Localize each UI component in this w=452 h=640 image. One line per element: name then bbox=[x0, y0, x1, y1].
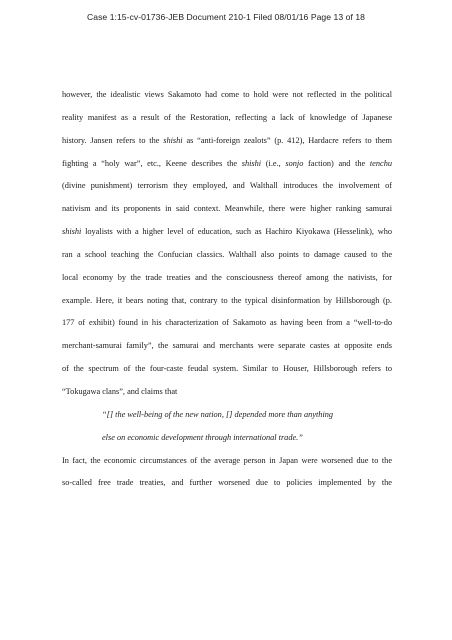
text-run: of the spectrum of the four-caste feudal system. Similar to Houser, Hillsborough refers to bbox=[62, 364, 392, 374]
body-line bbox=[62, 312, 392, 335]
body-line bbox=[62, 450, 392, 473]
text-run: history. Jansen refers to the bbox=[62, 135, 164, 145]
italic-term: tenchu bbox=[369, 158, 392, 168]
text-run: ” bbox=[298, 432, 303, 442]
block-quote-line bbox=[62, 404, 392, 427]
italic-term: sonjo bbox=[285, 158, 304, 168]
body-line bbox=[62, 381, 392, 404]
text-run: loyalists with a higher level of education, such as Hachiro Kiyokawa (Hesselink), who bbox=[81, 227, 392, 237]
text-run: local economy by the trade treaties and the consciousness thereof among the nativists, for bbox=[62, 272, 392, 282]
text-run: however, the idealistic views Sakamoto had come to hold were not reflected in the political bbox=[62, 90, 392, 99]
body-line bbox=[62, 198, 392, 221]
body-line bbox=[62, 221, 392, 244]
body-line bbox=[62, 335, 392, 358]
body-line bbox=[62, 358, 392, 381]
block-quote-line bbox=[62, 427, 392, 450]
body-line bbox=[62, 107, 392, 130]
body-line bbox=[62, 175, 392, 198]
text-run: (divine punishment) terrorism they employed, and Walthall introduces the involvement of bbox=[62, 181, 392, 191]
italic-term: “[] the well-being of the new nation, [] depended more than anything bbox=[102, 409, 334, 419]
text-run: “Tokugawa clans”, and claims that bbox=[62, 386, 178, 396]
body-line bbox=[62, 153, 392, 176]
body-line bbox=[62, 244, 392, 267]
body-line bbox=[62, 267, 392, 290]
body-line bbox=[62, 130, 392, 153]
italic-term: shishi bbox=[163, 135, 183, 145]
body-text bbox=[62, 84, 392, 495]
text-run: nativism and its proponents in said context. Meanwhile, there were higher ranking samurai bbox=[62, 204, 392, 214]
text-run: 177 of exhibit) found in his characterization of Sakamoto as having been from a “well-to-do bbox=[62, 318, 392, 328]
text-run: merchant-samurai family”, the samurai and merchants were separate castes at opposite ends bbox=[62, 341, 392, 351]
case-header bbox=[0, 12, 452, 22]
text-run: as “anti-foreign zealots” (p. 412), Hardacre refers to them bbox=[182, 135, 393, 145]
italic-term: shishi bbox=[241, 158, 262, 168]
text-run: so-called free trade treaties, and further worsened due to policies implemented by the bbox=[62, 478, 392, 488]
italic-term: else on economic development through international trade. bbox=[102, 432, 299, 442]
text-run: ran a school teaching the Confucian classics. Walthall also points to damage caused to the bbox=[62, 249, 392, 259]
text-run: example. Here, it bears noting that, contrary to the typical disinformation by Hillsborough (p. bbox=[62, 295, 392, 305]
body-line bbox=[62, 290, 392, 313]
case-header-text: Case 1:15-cv-01736-JEB Document 210-1 Filed 08/01/16 Page 13 of 18 bbox=[87, 12, 365, 22]
italic-term: shishi bbox=[62, 227, 82, 237]
body-line bbox=[62, 84, 392, 107]
text-run: fighting a “holy war”, etc., Keene describes the bbox=[62, 158, 242, 168]
text-run: faction) and the bbox=[303, 158, 370, 168]
body-line bbox=[62, 472, 392, 495]
text-run: (i.e., bbox=[261, 158, 286, 168]
text-run: In fact, the economic circumstances of the average person in Japan were worsened due to the bbox=[62, 455, 392, 465]
text-run: reality manifest as a result of the Restoration, reflecting a lack of knowledge of Japanese bbox=[62, 112, 392, 122]
